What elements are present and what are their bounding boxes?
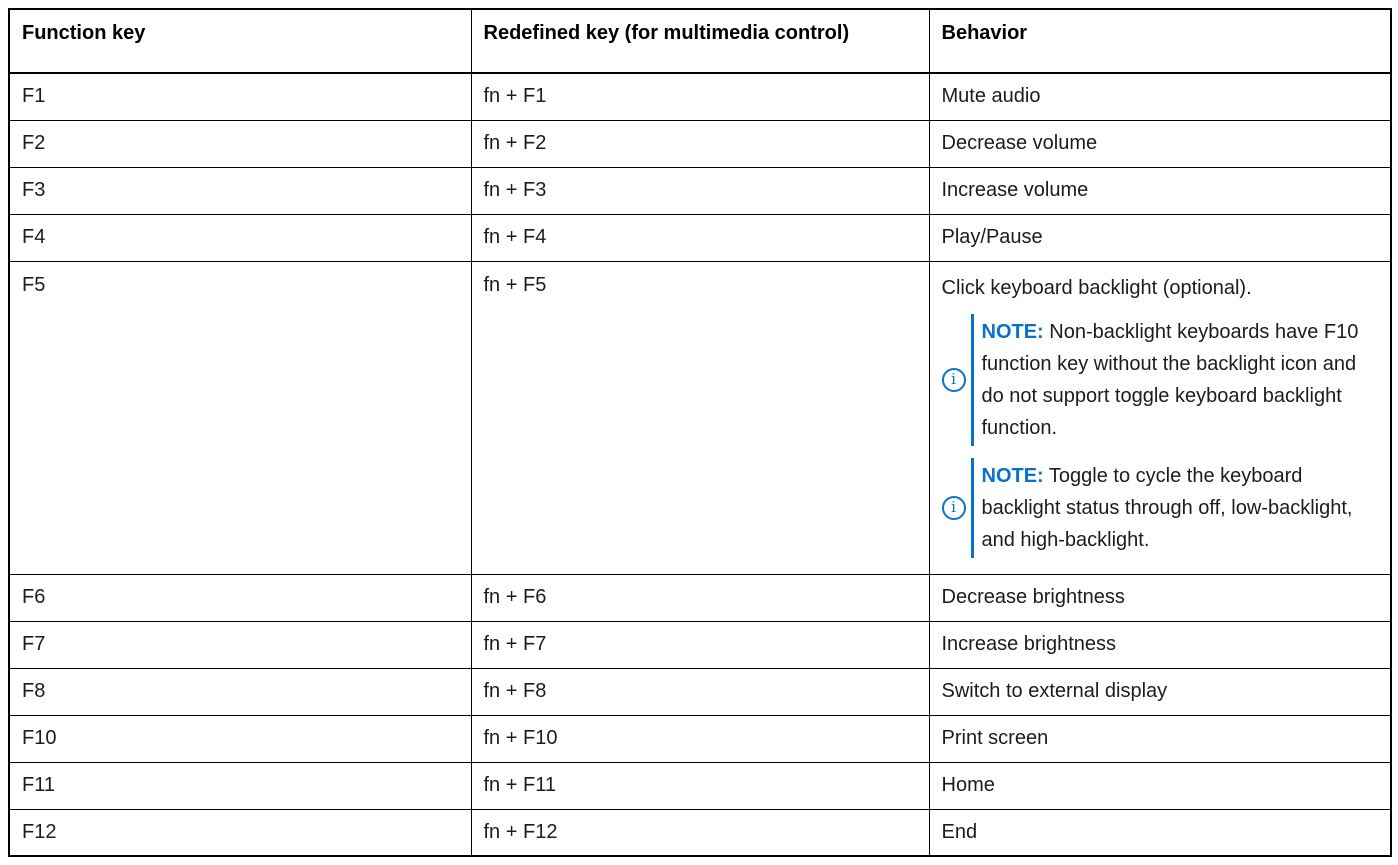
table-row [9, 167, 1391, 214]
note-text: Non-backlight keyboards have F10 function key without the backlight icon and do not support toggle keyboard backlight function. [981, 320, 1359, 439]
header-behavior-label: Behavior [941, 22, 1028, 44]
note-label: NOTE: [981, 464, 1044, 487]
header-redefined-key [471, 9, 929, 73]
function-key-table [8, 8, 1392, 857]
info-icon-glyph: i [951, 498, 956, 516]
behavior-cell: Decrease brightness [929, 574, 1391, 621]
redefined-key-cell: fn + F6 [471, 574, 929, 621]
redefined-key-cell: fn + F3 [471, 167, 929, 214]
function-key-cell: F6 [9, 574, 471, 621]
header-behavior [929, 9, 1391, 73]
note-body [971, 458, 1379, 558]
behavior-cell: Switch to external display [929, 668, 1391, 715]
header-redefined-key-label: Redefined key (for multimedia control) [483, 22, 850, 44]
table-row [9, 809, 1391, 856]
info-icon-glyph: i [951, 370, 956, 388]
behavior-cell: Home [929, 762, 1391, 809]
behavior-cell: Print screen [929, 715, 1391, 762]
function-key-cell: F11 [9, 762, 471, 809]
function-key-cell: F4 [9, 214, 471, 261]
behavior-cell: Play/Pause [929, 214, 1391, 261]
behavior-cell: Increase volume [929, 167, 1391, 214]
header-function-key-label: Function key [22, 22, 146, 44]
note-body [971, 314, 1379, 446]
redefined-key-cell: fn + F2 [471, 120, 929, 167]
redefined-key-cell: fn + F12 [471, 809, 929, 856]
info-icon [942, 368, 966, 392]
header-function-key [9, 9, 471, 73]
table-row [9, 762, 1391, 809]
function-key-cell: F2 [9, 120, 471, 167]
table-row [9, 574, 1391, 621]
behavior-cell: Increase brightness [929, 621, 1391, 668]
function-key-cell: F8 [9, 668, 471, 715]
redefined-key-cell: fn + F5 [471, 261, 929, 574]
function-key-cell: F3 [9, 167, 471, 214]
table-row [9, 621, 1391, 668]
function-key-cell: F1 [9, 73, 471, 120]
redefined-key-cell: fn + F8 [471, 668, 929, 715]
table-row [9, 668, 1391, 715]
behavior-text: Click keyboard backlight (optional). [941, 276, 1252, 299]
redefined-key-cell: fn + F4 [471, 214, 929, 261]
table-row [9, 214, 1391, 261]
table-header-row [9, 9, 1391, 73]
behavior-cell: End [929, 809, 1391, 856]
function-key-cell: F5 [9, 261, 471, 574]
table-row [9, 261, 1391, 574]
note [942, 458, 1379, 558]
redefined-key-cell: fn + F11 [471, 762, 929, 809]
redefined-key-cell: fn + F1 [471, 73, 929, 120]
redefined-key-cell: fn + F7 [471, 621, 929, 668]
behavior-cell [929, 261, 1391, 574]
behavior-cell: Decrease volume [929, 120, 1391, 167]
function-key-cell: F12 [9, 809, 471, 856]
info-icon [942, 496, 966, 520]
redefined-key-cell: fn + F10 [471, 715, 929, 762]
function-key-cell: F10 [9, 715, 471, 762]
table-row [9, 120, 1391, 167]
table-row [9, 73, 1391, 120]
note [942, 314, 1379, 446]
note-label: NOTE: [981, 320, 1044, 343]
note-text: Toggle to cycle the keyboard backlight status through off, low-backlight, and high-backlight. [981, 464, 1353, 551]
table-row [9, 715, 1391, 762]
behavior-cell: Mute audio [929, 73, 1391, 120]
function-key-cell: F7 [9, 621, 471, 668]
